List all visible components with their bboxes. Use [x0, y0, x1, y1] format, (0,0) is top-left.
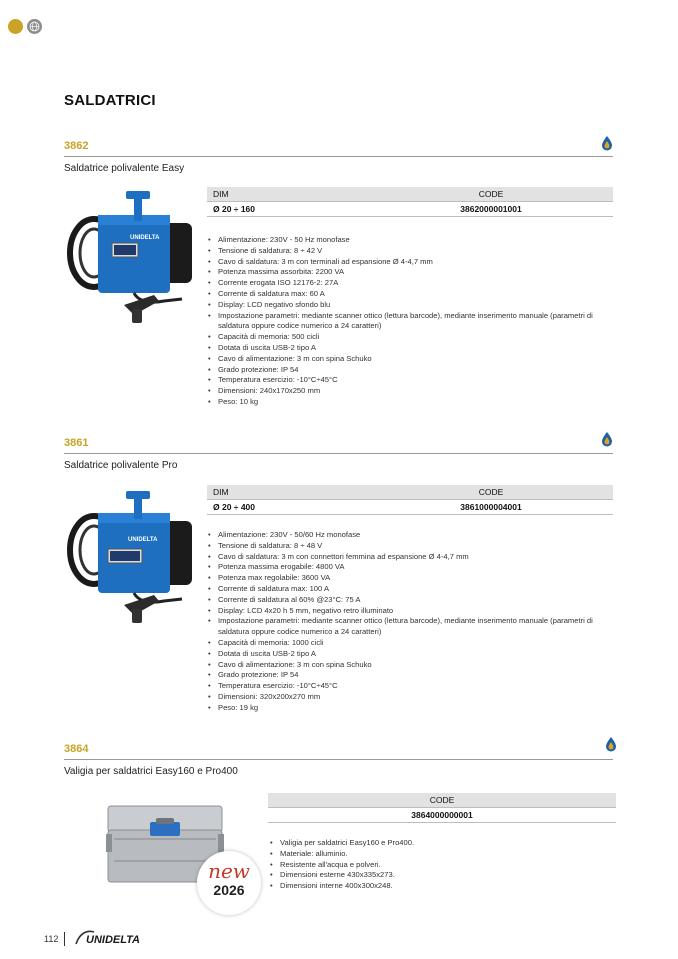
list-item: • Dimensioni interne 400x300x248. [270, 881, 610, 892]
table-cell-code: 3861000004001 [369, 500, 613, 515]
list-item: • Potenza max regolabile: 3600 VA [208, 573, 610, 584]
badge-new-text: new [208, 859, 250, 883]
product-code-heading: 3864 [64, 743, 89, 755]
product-table [207, 485, 613, 515]
list-item: • Temperatura esercizio: -10°C÷45°C [208, 375, 610, 386]
list-item: • Tensione di saldatura: 8 ÷ 42 V [208, 246, 610, 257]
new-badge [197, 851, 261, 915]
feature-list [270, 838, 610, 892]
list-item: • Corrente erogata ISO 12176-2: 27A [208, 278, 610, 289]
list-item: • Display: LCD 4x20 h 5 mm, negativo retro illuminato [208, 606, 610, 617]
table-header-code: CODE [369, 187, 613, 202]
table-cell-dim: Ø 20 ÷ 160 [207, 202, 369, 217]
table-header-code: CODE [369, 485, 613, 500]
list-item: • Alimentazione: 230V - 50/60 Hz monofase [208, 530, 610, 541]
list-item: • Tensione di saldatura: 8 ÷ 48 V [208, 541, 610, 552]
table-header-dim: DIM [207, 187, 369, 202]
list-item: • Grado protezione: IP 54 [208, 670, 610, 681]
list-item: • Dimensioni esterne 430x335x273. [270, 870, 610, 881]
list-item: • Peso: 19 kg [208, 703, 610, 714]
product-name: Saldatrice polivalente Pro [64, 460, 178, 471]
section-divider [64, 453, 613, 454]
gold-dot-icon [8, 19, 23, 34]
list-item: • Corrente di saldatura al 60% @23°C: 75 A [208, 595, 610, 606]
list-item: • Capacità di memoria: 1000 cicli [208, 638, 610, 649]
list-item: • Capacità di memoria: 500 cicli [208, 332, 610, 343]
list-item: • Peso: 10 kg [208, 397, 610, 408]
drop-icon [601, 431, 613, 447]
table-cell-code: 3864000000001 [268, 808, 616, 823]
list-item: • Temperatura esercizio: -10°C÷45°C [208, 681, 610, 692]
list-item: • Corrente di saldatura max: 60 A [208, 289, 610, 300]
list-item: • Dotata di uscita USB-2 tipo A [208, 343, 610, 354]
product-code-heading: 3862 [64, 140, 89, 152]
feature-list [208, 235, 610, 408]
list-item: • Materiale: alluminio. [270, 849, 610, 860]
table-cell-code: 3862000001001 [369, 202, 613, 217]
list-item: • Dotata di uscita USB-2 tipo A [208, 649, 610, 660]
table-header-code: CODE [268, 793, 616, 808]
badge-year: 2026 [213, 882, 245, 898]
welder-easy-image [64, 183, 199, 328]
product-code-heading: 3861 [64, 437, 89, 449]
footer-divider [64, 932, 65, 946]
list-item: • Potenza massima erogabile: 4800 VA [208, 562, 610, 573]
product-table [268, 793, 616, 823]
drop-icon [601, 135, 613, 151]
list-item: • Impostazione parametri: mediante scanner ottico (lettura barcode), mediante inserimento manuale (parametri di saldatura oppure codice numerico a 24 caratteri) [208, 616, 610, 638]
list-item: • Corrente di saldatura max: 100 A [208, 584, 610, 595]
table-header-dim: DIM [207, 485, 369, 500]
unidelta-logo-icon [74, 928, 174, 948]
footer-brand: UNIDELTA [86, 934, 140, 946]
svg-text:UNIDELTA: UNIDELTA [128, 537, 158, 543]
list-item: • Grado protezione: IP 54 [208, 365, 610, 376]
world-icon [27, 19, 42, 34]
product-name: Saldatrice polivalente Easy [64, 163, 185, 174]
section-divider [64, 759, 613, 760]
list-item: • Resistente all'acqua e polveri. [270, 860, 610, 871]
drop-icon [605, 736, 617, 752]
list-item: • Cavo di alimentazione: 3 m con spina Schuko [208, 660, 610, 671]
page-number: 112 [44, 934, 59, 944]
svg-text:UNIDELTA: UNIDELTA [130, 235, 160, 241]
list-item: • Impostazione parametri: mediante scanner ottico (lettura barcode), mediante inserimento manuale (parametri di saldatura oppure codice numerico a 24 caratteri) [208, 311, 610, 333]
list-item: • Dimensioni: 320x200x270 mm [208, 692, 610, 703]
page-title: SALDATRICI [64, 92, 156, 109]
section-divider [64, 156, 613, 157]
table-cell-dim: Ø 20 ÷ 400 [207, 500, 369, 515]
list-item: • Display: LCD negativo sfondo blu [208, 300, 610, 311]
list-item: • Potenza massima assorbita: 2200 VA [208, 267, 610, 278]
list-item: • Dimensioni: 240x170x250 mm [208, 386, 610, 397]
list-item: • Cavo di alimentazione: 3 m con spina Schuko [208, 354, 610, 365]
welder-pro-image [64, 485, 199, 630]
list-item: • Alimentazione: 230V - 50 Hz monofase [208, 235, 610, 246]
list-item: • Valigia per saldatrici Easy160 e Pro400. [270, 838, 610, 849]
list-item: • Cavo di saldatura: 3 m con terminali ad espansione Ø 4-4,7 mm [208, 257, 610, 268]
list-item: • Cavo di saldatura: 3 m con connettori femmina ad espansione Ø 4-4,7 mm [208, 552, 610, 563]
product-table [207, 187, 613, 217]
feature-list [208, 530, 610, 714]
product-name: Valigia per saldatrici Easy160 e Pro400 [64, 766, 238, 777]
